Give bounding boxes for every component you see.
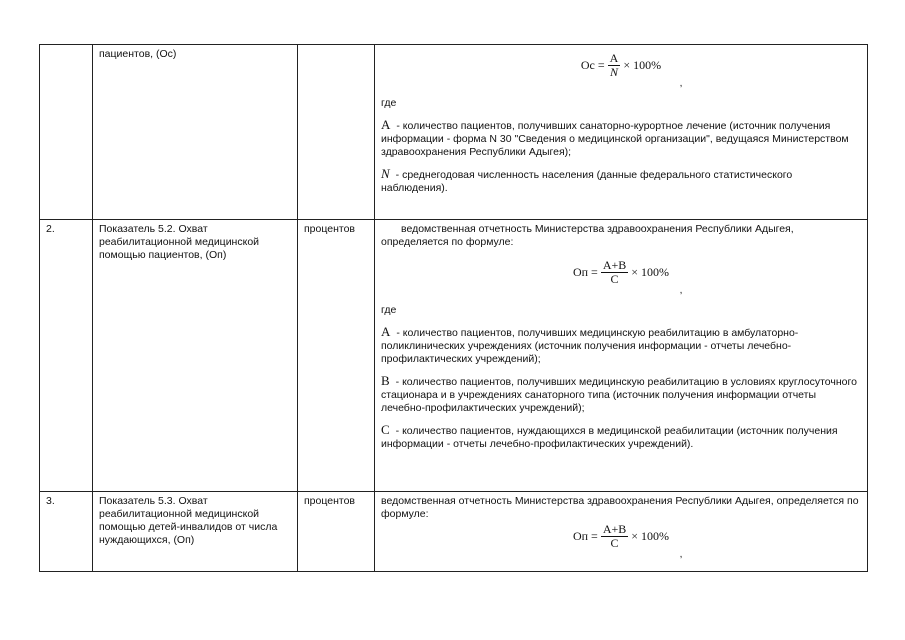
definition-b [381, 374, 861, 415]
indicator-name: пациентов, (Ос) [93, 45, 298, 220]
formula-denominator: C [610, 536, 619, 550]
symbol: A [381, 324, 391, 339]
formula: Ос = $\frac{A}{N}$ × 100% [580, 51, 662, 79]
where-label: где [381, 304, 397, 316]
formula: Оп = $\frac{A+B}{C}$ × 100% [572, 258, 670, 286]
formula-denominator: C [610, 272, 619, 286]
formula-fraction [601, 259, 628, 286]
formula-rhs: × 100% [631, 265, 670, 279]
definition-text: - среднегодовая численность населения (данные федерального статистического наблюдения). [381, 169, 793, 194]
indicator-name: Показатель 5.2. Охват реабилитационной медицинской помощью пациентов, (Оп) [93, 220, 298, 492]
definition-text: - количество пациентов, нуждающихся в медицинской реабилитации (источник получения информации - отчеты лечебно-профилактических учреждений). [381, 425, 838, 450]
formula-fraction [601, 523, 628, 550]
formula-rhs: × 100% [623, 58, 662, 72]
table-row [40, 492, 868, 572]
indicator-unit: процентов [298, 220, 375, 492]
indicator-name: Показатель 5.3. Охват реабилитационной медицинской помощью детей-инвалидов от числа нуждающихся, (Оп) [93, 492, 298, 572]
definition-text: - количество пациентов, получивших медицинскую реабилитацию в амбулаторно-поликлинических учреждениях (источник получения информации - отчеты лечебно-профилактических учреждений); [381, 327, 799, 365]
indicator-table [39, 44, 868, 572]
where-label: где [381, 97, 397, 109]
indicator-method: ведомственная отчетность Министерства здравоохранения Республики Адыгея, определяется по формуле: Оп = $\frac{A+B}{C}$ × 100% , где A - количество пациентов, получивших медицинскую реабилитацию в амбулаторно-поликлинических учреждениях (источник получения информации - отчеты лечебно-профилактических учреждений); B - количество пациентов, получивших медицинскую реабилитацию в условиях круглосуточного стационара и в учреждениях санаторного типа (источник получения информации отчеты лечебно-профилактических учреждений); C - количество пациентов, нуждающихся в медицинской реабилитации (источник получения информации - отчеты лечебно-профилактических учреждений). [375, 220, 868, 492]
method-intro: ведомственная отчетность Министерства здравоохранения Республики Адыгея, определяется по формуле: [381, 223, 794, 248]
definition-c [381, 423, 861, 451]
row-number: 3. [40, 492, 93, 572]
formula-lhs: Ос [580, 58, 595, 72]
formula-numerator: A+B [602, 258, 627, 272]
indicator-unit [298, 45, 375, 220]
definition-text: - количество пациентов, получивших санаторно-курортное лечение (источник получения информации - форма N 30 "Сведения о медицинской организации", ведущаяся Министерством здравоохранения Республики Адыгея); [381, 120, 849, 158]
definition-a [381, 325, 861, 366]
symbol: C [381, 422, 390, 437]
definition-text: - количество пациентов, получивших медицинскую реабилитацию в условиях круглосуточного стационара и в учреждениях санаторного типа (источник получения информации отчеты лечебно-профилактических учреждений); [381, 376, 857, 414]
formula-lhs: Оп [572, 265, 589, 279]
formula: Оп = $\frac{A+B}{C}$ × 100% [572, 522, 670, 550]
method-intro: ведомственная отчетность Министерства здравоохранения Республики Адыгея, определяется по формуле: [381, 495, 859, 520]
formula-numerator: A+B [602, 522, 627, 536]
formula-denominator: N [610, 65, 619, 79]
indicator-method: ведомственная отчетность Министерства здравоохранения Республики Адыгея, определяется по формуле: Оп = $\frac{A+B}{C}$ × 100% , [375, 492, 868, 572]
row-number [40, 45, 93, 220]
indicator-method: Ос = $\frac{A}{N}$ × 100% , где A - количество пациентов, получивших санаторно-курортное лечение (источник получения информации - форма N 30 "Сведения о медицинской организации", ведущаяся Министерством здравоохранения Республики Адыгея); N - среднегодовая численность населения (данные федерального статистического наблюдения). [375, 45, 868, 220]
symbol: A [381, 117, 391, 132]
definition-a [381, 118, 861, 159]
formula-numerator: A [609, 51, 619, 65]
formula-lhs: Оп [572, 529, 589, 543]
table-row [40, 220, 868, 492]
table-row [40, 45, 868, 220]
formula-rhs: × 100% [631, 529, 670, 543]
symbol: N [381, 166, 390, 181]
indicator-unit: процентов [298, 492, 375, 572]
definition-n [381, 167, 861, 195]
formula-fraction [608, 52, 621, 79]
symbol: B [381, 373, 390, 388]
row-number: 2. [40, 220, 93, 492]
